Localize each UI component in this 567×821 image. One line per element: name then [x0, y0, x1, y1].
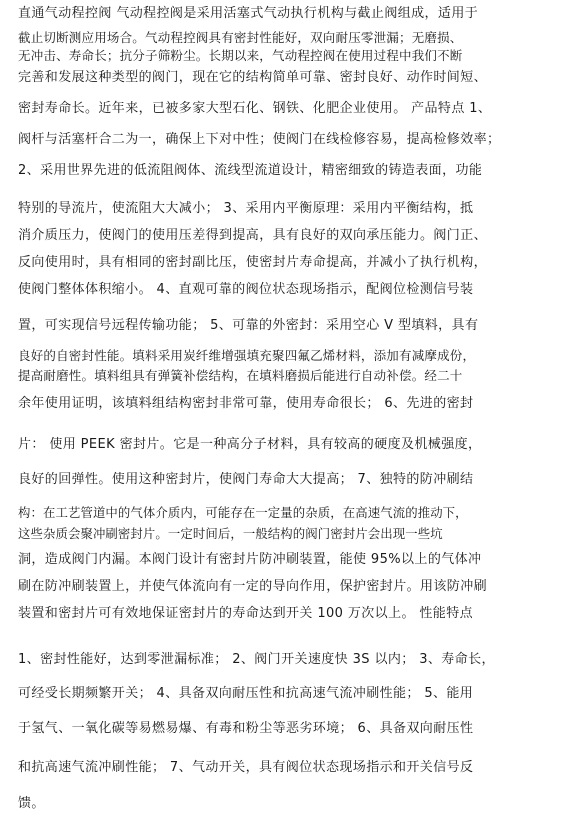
text-line: 直通气动程控阀 气动程控阀是采用活塞式气动执行机构与截止阀组成，适用于	[18, 6, 479, 21]
text-line: 反向使用时，具有相同的密封副比压，使密封片寿命提高，并减小了执行机构，	[18, 255, 488, 270]
text-line: 洞，造成阀门内漏。本阀门设计有密封片防冲刷装置，能使 95%以上的气体冲	[18, 552, 482, 567]
text-line: 刷在防冲刷装置上，并使气体流向有一定的导向作用，保护密封片。用该防冲刷	[18, 579, 488, 594]
text-line: 片： 使用 PEEK 密封片。它是一种高分子材料，具有较高的硬度及机械强度，	[18, 437, 482, 452]
text-line: 这些杂质会聚冲刷密封片。一定时间后，一般结构的阀门密封片会出现一些坑	[18, 526, 443, 541]
text-line: 1、密封性能好，达到零泄漏标准； 2、阀门开关速度快 3S 以内； 3、寿命长，	[18, 652, 495, 667]
text-line: 和抗高速气流冲刷性能； 7、气动开关，具有阀位状态现场指示和开关信号反	[18, 760, 474, 775]
text-line: 阀杆与活塞杆合二为一，确保上下对中性；使阀门在线检修容易，提高检修效率；	[18, 132, 501, 147]
text-line: 构：在工艺管道中的气体介质内，可能存在一定量的杂质，在高速气流的推动下，	[18, 505, 468, 520]
text-line: 特别的导流片，使流阻大大减小； 3、采用内平衡原理：采用内平衡结构，抵	[18, 201, 474, 216]
text-line: 完善和发展这种类型的阀门，现在它的结构简单可靠、密封良好、动作时间短、	[18, 70, 488, 85]
text-line: 截止切断测应用场合。气动程控阀具有密封性能好，双向耐压零泄漏；无磨损、	[18, 30, 463, 45]
text-line: 良好的回弹性。使用这种密封片，使阀门寿命大大提高； 7、独特的防冲刷结	[18, 472, 474, 487]
text-line: 于氢气、一氧化碳等易燃易爆、有毒和粉尘等恶劣环境； 6、具备双向耐压性	[18, 721, 474, 736]
text-line: 提高耐磨性。填料组具有弹簧补偿结构，在填料磨损后能进行自动补偿。经二十	[18, 368, 463, 383]
text-line: 置，可实现信号远程传输功能； 5、可靠的外密封：采用空心 V 型填料，具有	[18, 318, 479, 333]
text-line: 馈。	[18, 796, 45, 811]
text-line: 2、采用世界先进的低流阻阀体、流线型流道设计，精密细致的铸造表面，功能	[18, 163, 483, 178]
text-line: 消介质压力，使阀门的使用压差得到提高，具有良好的双向承压能力。阀门正、	[18, 228, 488, 243]
text-line: 装置和密封片可有效地保证密封片的寿命达到开关 100 万次以上。 性能特点	[18, 606, 474, 621]
text-line: 无冲击、寿命长；抗分子筛粉尘。长期以来，气动程控阀在使用过程中我们不断	[18, 48, 463, 63]
text-line: 可经受长期频繁开关； 4、具备双向耐压性和抗高速气流冲刷性能； 5、能用	[18, 686, 474, 701]
text-line: 良好的自密封性能。填料采用炭纤维增强填充聚四氟乙烯材料，添加有减摩成份，	[18, 348, 476, 363]
text-line: 密封寿命长。近年来，已被多家大型石化、钢铁、化肥企业使用。 产品特点 1、	[18, 101, 492, 116]
text-line: 使阀门整体体积缩小。 4、直观可靠的阀位状态现场指示，配阀位检测信号装	[18, 282, 474, 297]
text-line: 余年使用证明，该填料组结构密封非常可靠，使用寿命很长； 6、先进的密封	[18, 396, 474, 411]
